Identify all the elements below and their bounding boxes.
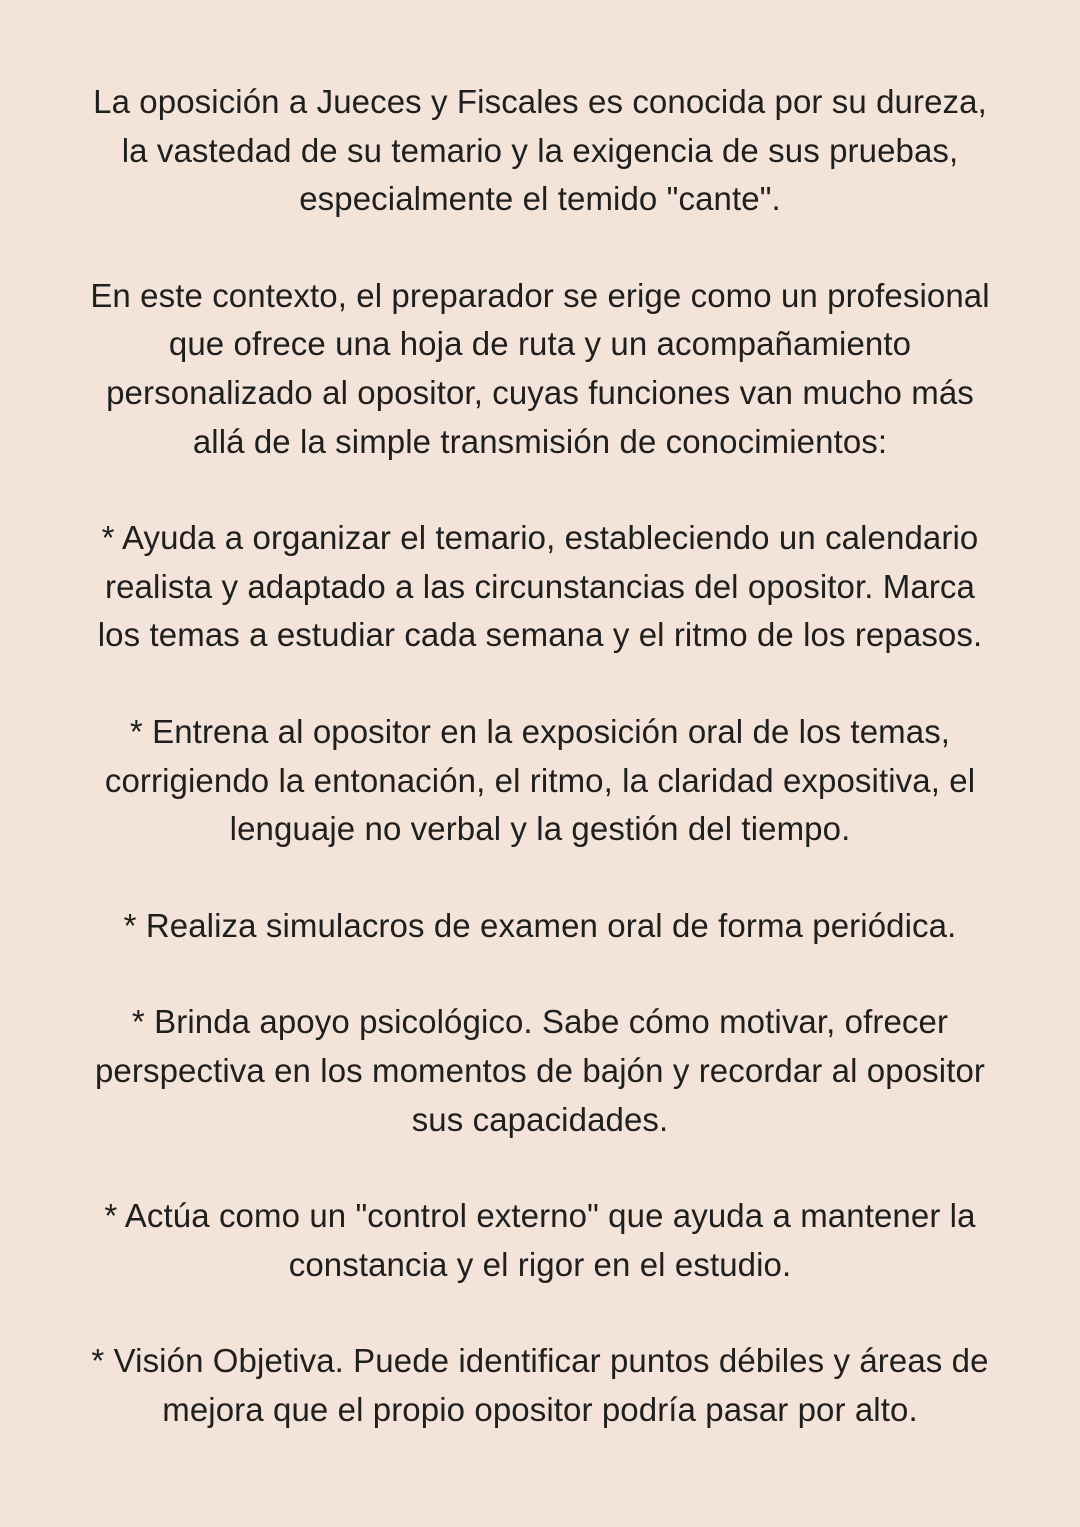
- function-item-oral-training: * Entrena al opositor en la exposición oral de los temas, corrigiendo la entonación, el ritmo, la claridad expositiva, el lenguaje no verbal y la gestión del tiempo.: [104, 712, 976, 848]
- function-item-objective-vision: * Visión Objetiva. Puede identificar puntos débiles y áreas de mejora que el propio opositor podría pasar por alto.: [91, 1342, 989, 1428]
- intro-paragraph: La oposición a Jueces y Fiscales es conocida por su dureza, la vastedad de su temario y la exigencia de sus pruebas, especialmente el temido "cante".: [93, 83, 987, 218]
- function-item-psychological-support: * Brinda apoyo psicológico. Sabe cómo motivar, ofrecer perspectiva en los momentos de bajón y recordar al opositor sus capacidades.: [94, 1003, 986, 1138]
- function-item-mock-exams: * Realiza simulacros de examen oral de forma periódica.: [123, 906, 957, 944]
- function-item-external-control: * Actúa como un "control externo" que ayuda a mantener la constancia y el rigor en el estudio.: [104, 1197, 976, 1283]
- context-paragraph: En este contexto, el preparador se erige como un profesional que ofrece una hoja de ruta y un acompañamiento personalizado al opositor, cuyas funciones van mucho más allá de la simple transmisión de conocimientos:: [90, 276, 990, 460]
- function-item-organize: * Ayuda a organizar el temario, estableciendo un calendario realista y adaptado a las circunstancias del opositor. Marca los temas a estudiar cada semana y el ritmo de los repasos.: [97, 519, 983, 654]
